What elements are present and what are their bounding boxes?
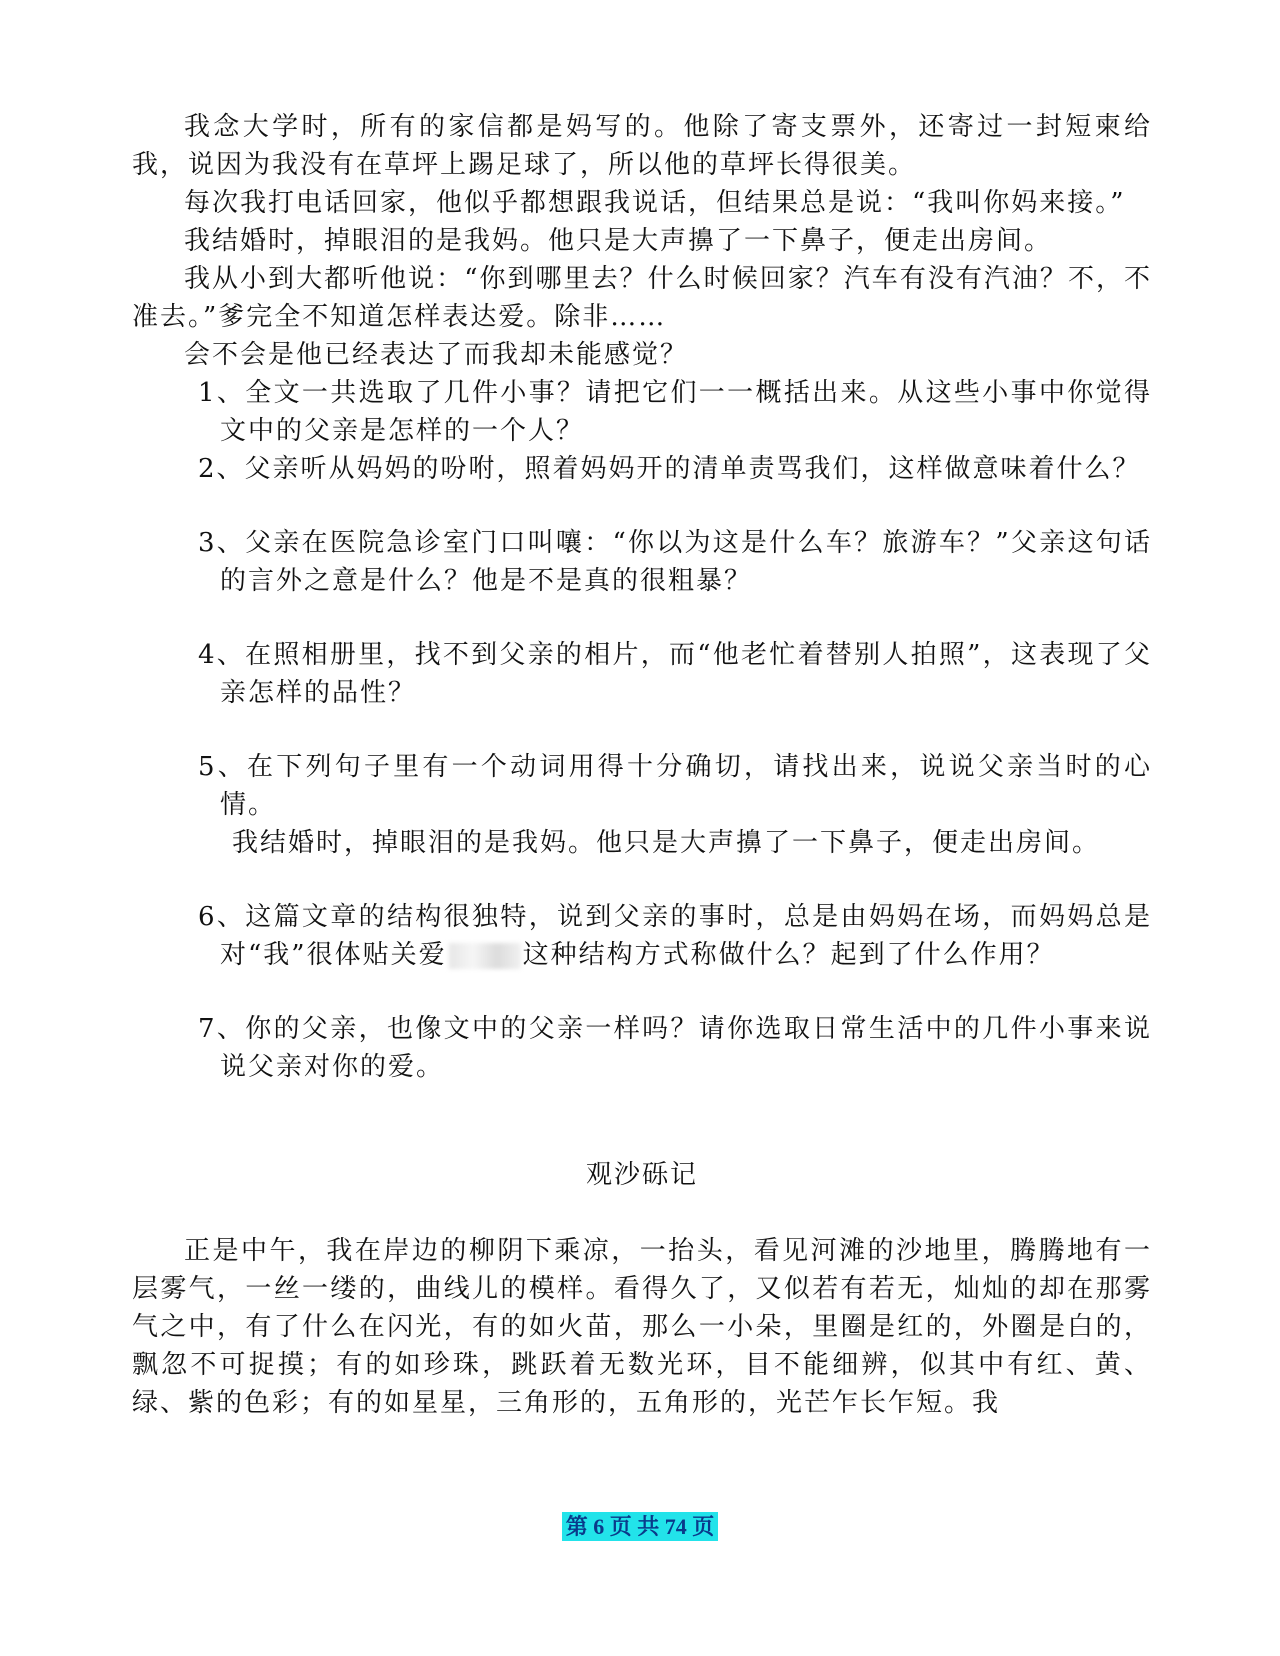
question-6 <box>132 898 1152 974</box>
blurred-text-region <box>449 943 521 969</box>
paragraph-2: 每次我打电话回家，他似乎都想跟我说话，但结果总是说：“我叫你妈来接。” <box>184 188 1126 218</box>
paragraph-3: 我结婚时，掉眼泪的是我妈。他只是大声擤了一下鼻子，便走出房间。 <box>184 226 1053 256</box>
paragraph-4: 我从小到大都听他说：“你到哪里去？什么时候回家？汽车有没有汽油？不，不准去。”爹完全不知道怎样表达爱。除非…… <box>132 264 1152 332</box>
question-5-quote: 我结婚时，掉眼泪的是我妈。他只是大声擤了一下鼻子，便走出房间。 <box>232 828 1101 858</box>
section-title: 观沙砾记 <box>585 1160 698 1190</box>
paragraph-1: 我念大学时，所有的家信都是妈写的。他除了寄支票外，还寄过一封短柬给我，说因为我没有在草坪上踢足球了，所以他的草坪长得很美。 <box>132 112 1152 180</box>
question-7: 7、你的父亲，也像文中的父亲一样吗？请你选取日常生活中的几件小事来说说父亲对你的爱。 <box>198 1014 1152 1082</box>
question-4: 4、在照相册里，找不到父亲的相片，而“他老忙着替别人拍照”，这表现了父亲怎样的品性？ <box>198 640 1152 708</box>
page-number-label: 第 6 页 共 74 页 <box>562 1512 719 1541</box>
page-footer <box>0 1510 1280 1541</box>
question-5: 5、在下列句子里有一个动词用得十分确切，请找出来，说说父亲当时的心情。 <box>198 752 1152 820</box>
question-1: 1、全文一共选取了几件小事？请把它们一一概括出来。从这些小事中你觉得文中的父亲是怎样的一个人？ <box>198 378 1152 446</box>
section-paragraph: 正是中午，我在岸边的柳阴下乘凉，一抬头，看见河滩的沙地里，腾腾地有一层雾气，一丝一缕的，曲线儿的模样。看得久了，又似若有若无，灿灿的却在那雾气之中，有了什么在闪光，有的如火苗，那么一小朵，里圈是红的，外圈是白的，飘忽不可捉摸；有的如珍珠，跳跃着无数光环，目不能细辨，似其中有红、黄、绿、紫的色彩；有的如星星，三角形的，五角形的，光芒乍长乍短。我 <box>132 1236 1152 1418</box>
question-2: 2、父亲听从妈妈的吩咐，照着妈妈开的清单责骂我们，这样做意味着什么？ <box>198 454 1141 484</box>
question-6-text-before: 6、这篇文章的结构很独特，说到父亲的事时，总是由妈妈在场，而妈妈总是对“我”很体贴关爱 <box>198 902 1152 970</box>
question-3: 3、父亲在医院急诊室门口叫嚷：“你以为这是什么车？旅游车？”父亲这句话的言外之意是什么？他是不是真的很粗暴？ <box>198 528 1152 596</box>
page-content <box>132 108 1152 1422</box>
question-6-text-after: 这种结构方式称做什么？起到了什么作用？ <box>522 940 1055 970</box>
paragraph-5: 会不会是他已经表达了而我却未能感觉？ <box>184 340 689 370</box>
